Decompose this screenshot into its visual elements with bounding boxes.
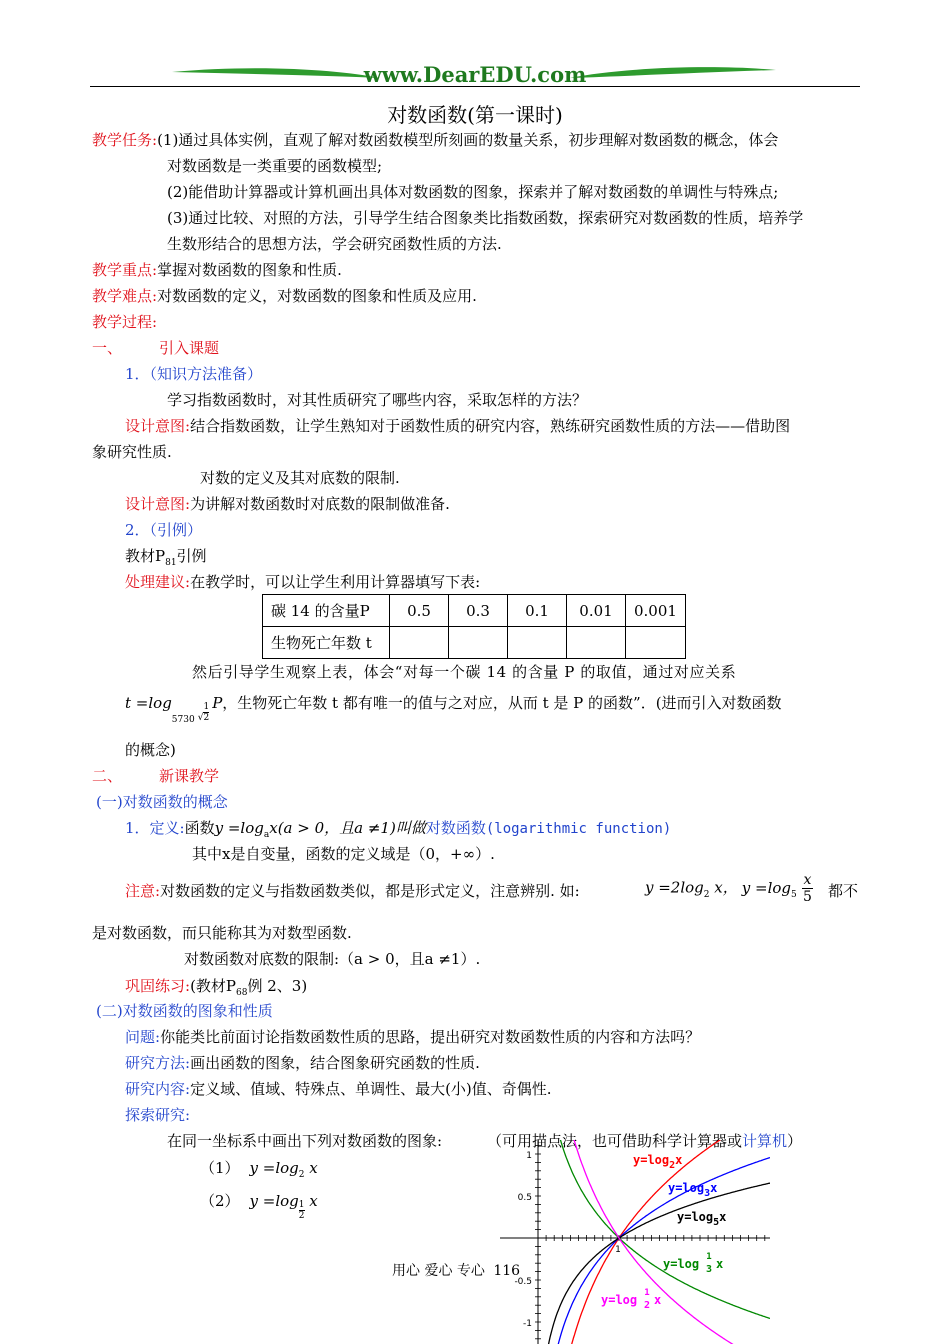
advice-text: 在教学时，可以让学生利用计算器填写下表: — [190, 573, 481, 591]
section1-sub2: 2．（引例） — [125, 521, 203, 539]
footer-text: 用心 爱心 专心 — [392, 1263, 485, 1279]
section1-num: 一、 — [92, 339, 123, 357]
draw-text: 在同一坐标系中画出下列对数函数的图象: — [167, 1132, 443, 1150]
formula-base: 5730 — [171, 715, 195, 725]
formula-frac-den: 2 — [203, 713, 210, 723]
example2-num: x — [803, 872, 812, 888]
goals-item3b: 生数形结合的思想方法，学会研究函数性质的方法. — [167, 235, 502, 253]
table-cell: 0.5 — [390, 595, 449, 627]
table-cell: 0.01 — [567, 595, 626, 627]
section2-num: 二、 — [92, 767, 123, 785]
y-tick-label: 0.5 — [517, 1193, 532, 1203]
example1-base: 2 — [703, 889, 710, 900]
label-log12-x: x — [654, 1293, 662, 1307]
practice-text: (教材P — [190, 977, 237, 995]
log-function-chart — [500, 1140, 770, 1344]
draw-line — [167, 1130, 442, 1151]
def-formula: y =log — [214, 819, 264, 837]
series-line — [569, 1140, 738, 1344]
goals-line1 — [92, 129, 778, 150]
table-cell — [390, 627, 449, 659]
explore-label: 探索研究: — [125, 1106, 191, 1124]
example1: y =2log — [645, 878, 704, 897]
func1 — [200, 1157, 318, 1178]
header-rule — [90, 86, 860, 87]
chart-curves — [547, 1140, 770, 1344]
series-line — [556, 1154, 770, 1344]
label-log2: $y=\log_2x$ — [633, 1153, 683, 1171]
label-log13-x: x — [716, 1257, 724, 1271]
example2-den: 5 — [803, 889, 812, 905]
design1-text-b: 象研究性质. — [92, 443, 172, 461]
func1-base: 2 — [298, 1170, 305, 1180]
y-tick-label: -1 — [523, 1319, 532, 1329]
design1-text: 结合指数函数，让学生熟知对于函数性质的研究内容，熟练研究函数性质的方法——借助图 — [190, 417, 791, 435]
series-line — [557, 1140, 770, 1323]
section1-title: 引入课题 — [159, 339, 220, 357]
note-examples — [645, 872, 813, 905]
example1-x: x， — [709, 878, 738, 897]
example2: y =log — [741, 878, 792, 897]
formula-p: P — [212, 694, 223, 712]
table-row — [263, 627, 686, 659]
table-cell — [508, 627, 567, 659]
series-line — [547, 1180, 770, 1344]
note-end: 都不 — [828, 882, 859, 900]
practice-page: 68 — [236, 988, 248, 998]
part1-heading: (一)对数函数的概念 — [96, 793, 228, 811]
note-text: 对数函数的定义与指数函数类似，都是形式定义，注意辨别. 如: — [160, 882, 580, 900]
question-line — [125, 1026, 700, 1047]
def-b: x(a > 0，且a ≠1)叫做 — [269, 819, 426, 837]
series-line — [571, 1140, 751, 1344]
textbook-text: 教材P — [125, 547, 166, 565]
section2-title: 新课教学 — [159, 767, 220, 785]
func2-x: x — [304, 1192, 318, 1210]
chart-labels — [601, 1153, 726, 1311]
label-log5: $y=\log_5x$ — [677, 1210, 727, 1228]
footer-page: 116 — [493, 1263, 521, 1279]
func2-frac-den: 2 — [298, 1211, 305, 1221]
practice-label: 巩固练习: — [125, 977, 191, 995]
question-text: 你能类比前面讨论指数函数性质的思路，提出研究对数函数性质的内容和方法吗？ — [160, 1028, 701, 1046]
func2-formula: y =log — [249, 1192, 299, 1210]
footer — [392, 1260, 520, 1280]
formula-t: t =log — [125, 694, 172, 712]
table-cell: 0.3 — [449, 595, 508, 627]
after-table-line2: $t =\log_{5730}$ √ $\frac{1}{2}$ P，生物死亡年数 t 都有唯一的值与之对应，从而 t 是 P 的函数”．(进而引入对数函数 — [125, 694, 782, 725]
table-row — [263, 595, 686, 627]
practice-line — [125, 975, 307, 996]
design1-line — [125, 415, 790, 436]
table-cell: 0.001 — [626, 595, 686, 627]
design2-text: 为讲解对数函数时对底数的限制做准备. — [190, 495, 450, 513]
draw-tail-text: （可用描点法，也可借助科学计算器或 — [487, 1132, 743, 1150]
label-log13: y=log — [663, 1257, 700, 1271]
textbook-ref — [125, 545, 207, 566]
definition-line — [125, 817, 671, 838]
content-label: 研究内容: — [125, 1080, 191, 1098]
process-label: 教学过程: — [92, 313, 158, 331]
question-label: 问题: — [125, 1028, 161, 1046]
label-log12-den: 2 — [643, 1300, 651, 1311]
func1-x: x — [304, 1159, 318, 1177]
func2-num: （2） — [200, 1192, 240, 1210]
func2-frac-num: 1 — [298, 1200, 305, 1210]
key-label: 教学重点: — [92, 261, 158, 279]
table-cell: 0.1 — [508, 595, 567, 627]
goals-item2: (2)能借助计算器或计算机画出具体对数函数的图象，探索并了解对数函数的单调性与特殊点; — [167, 183, 779, 201]
func1-num: （1） — [200, 1159, 240, 1177]
design1-label: 设计意图: — [125, 417, 191, 435]
label-log12: y=log — [601, 1293, 638, 1307]
content-text: 定义域、值域、特殊点、单调性、最大(小)值、奇偶性. — [190, 1080, 552, 1098]
logo-text: www.DearEDU.com — [363, 62, 587, 87]
note-label: 注意: — [125, 882, 161, 900]
method-text: 画出函数的图象，结合图象研究函数的性质. — [190, 1054, 480, 1072]
after-table-line1: 然后引导学生观察上表，体会“对每一个碳 14 的含量 P 的取值，通过对应关系 — [192, 663, 737, 681]
after-table-line3: 的概念) — [125, 741, 176, 759]
computer-link: 计算机 — [742, 1132, 788, 1150]
difficult-point — [92, 285, 477, 306]
method-label: 研究方法: — [125, 1054, 191, 1072]
func1-formula: y =log — [249, 1159, 299, 1177]
table-cell — [449, 627, 508, 659]
content-line — [125, 1078, 552, 1099]
note-line — [125, 880, 580, 901]
after-table-text: ，生物死亡年数 t 都有唯一的值与之对应，从而 t 是 P 的函数”．(进而引入对数函数 — [222, 694, 782, 712]
func2 — [200, 1188, 318, 1221]
formula-frac-num: 1 — [203, 702, 210, 712]
advice-line — [125, 571, 480, 592]
domain-line: 其中x是自变量，函数的定义域是（0，+∞）. — [192, 845, 495, 863]
goals-item1b: 对数函数是一类重要的函数模型; — [167, 157, 383, 175]
goals-item1a: (1)通过具体实例，直观了解对数函数模型所刻画的数量关系，初步理解对数函数的概念，体会 — [157, 131, 779, 149]
table-cell: 生物死亡年数 t — [263, 627, 390, 659]
header-logo-banner — [170, 62, 780, 88]
label-log3: $y=\log_3x$ — [668, 1181, 718, 1199]
table-cell — [626, 627, 686, 659]
def-english: (logarithmic function) — [485, 821, 672, 837]
y-tick-label: 1 — [526, 1151, 532, 1161]
difficult-label: 教学难点: — [92, 287, 158, 305]
key-point — [92, 259, 342, 280]
method-line — [125, 1052, 480, 1073]
x-tick-label: 1 — [615, 1245, 621, 1255]
advice-label: 处理建议: — [125, 573, 191, 591]
table-cell — [567, 627, 626, 659]
carbon-table — [262, 594, 686, 659]
textbook-after: 引例 — [176, 547, 207, 565]
section1-q1: 学习指数函数时，对其性质研究了哪些内容，采取怎样的方法？ — [167, 391, 588, 409]
table-cell: 碳 14 的含量P — [263, 595, 390, 627]
chart-axes — [500, 1140, 770, 1344]
label-log12-num: 1 — [644, 1288, 650, 1298]
textbook-page: 81 — [165, 558, 177, 568]
y-tick-label: -0.5 — [514, 1277, 532, 1287]
def-label: 1．定义: — [125, 819, 185, 837]
goals-item3a: (3)通过比较、对照的方法，引导学生结合图象类比指数函数，探索研究对数函数的性质，培养学 — [167, 209, 804, 227]
draw-tail-end: ） — [787, 1132, 803, 1150]
restrict-line: 对数函数对底数的限制:（a > 0，且a ≠1）. — [184, 950, 481, 968]
key-text: 掌握对数函数的图象和性质. — [157, 261, 342, 279]
design2-line — [125, 493, 450, 514]
design2-label: 设计意图: — [125, 495, 191, 513]
section1-sub1: 1．（知识方法准备） — [125, 365, 263, 383]
section1-q2: 对数的定义及其对底数的限制. — [200, 469, 400, 487]
def-term: 对数函数 — [425, 819, 486, 837]
label-log13-den: 3 — [705, 1264, 713, 1275]
note-line2: 是对数函数，而只能称其为对数型函数. — [92, 924, 352, 942]
goals-label: 教学任务: — [92, 131, 158, 149]
part2-heading: (二)对数函数的图象和性质 — [96, 1002, 273, 1020]
def-base: a — [263, 830, 270, 840]
difficult-text: 对数函数的定义，对数函数的图象和性质及应用. — [157, 287, 477, 305]
practice-after: 例 2、3) — [247, 977, 308, 995]
label-log13-num: 1 — [706, 1252, 712, 1262]
example2-base: 5 — [791, 889, 797, 900]
def-a: 函数 — [184, 819, 215, 837]
page-title: 对数函数(第一课时) — [387, 103, 563, 127]
